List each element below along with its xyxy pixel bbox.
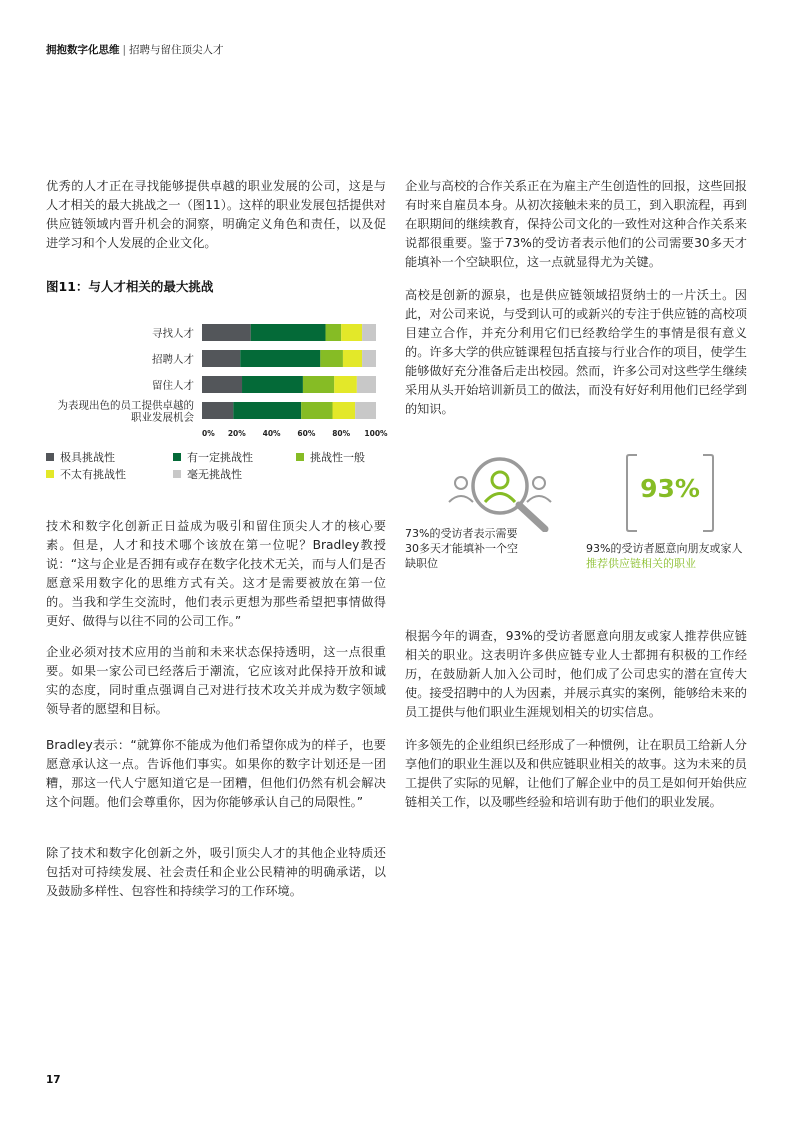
x-tick-label: 60% xyxy=(297,429,316,438)
bar-segment xyxy=(355,402,376,419)
bar-segment xyxy=(334,376,357,393)
bar-segment xyxy=(240,350,320,367)
stat-93-value: 93% xyxy=(640,474,700,503)
right-paragraph-2: 高校是创新的源泉，也是供应链领域招贤纳士的一片沃土。因此，对公司来说，与受到认可的或新兴的专注于供应链的高校项目建立合作，并充分利用它们已经教给学生的事情是很有意义的。许多大学的供应链课程包括直接与行业合作的项目，使学生能够做好充分准备后走出校园。然而，许多公司对这些学生继续采用从头开始培训新员工的做法，而没有好好利用他们已经学到的知识。 xyxy=(405,288,747,416)
bar-segment xyxy=(202,376,242,393)
left-paragraph-1: 优秀的人才正在寻找能够提供卓越的职业发展的公司，这是与人才相关的最大挑战之一（图11）。这样的职业发展包括提供对供应链领域内晋升机会的洞察，明确定义角色和责任，以及促进学习和个人发展的企业文化。 xyxy=(46,179,386,250)
category-label: 留住人才 xyxy=(152,379,194,392)
bar-segment xyxy=(242,376,303,393)
bar-segment xyxy=(202,402,233,419)
bar-segment xyxy=(362,324,376,341)
stat-93-caption xyxy=(586,541,756,571)
bar-segment xyxy=(357,376,376,393)
legend-label: 不太有挑战性 xyxy=(60,468,126,481)
bar-segment xyxy=(320,350,343,367)
bar-segment xyxy=(233,402,301,419)
bar-segment xyxy=(301,402,332,419)
legend-item xyxy=(173,466,242,482)
left-paragraph-4: Bradley表示：“就算你不能成为他们希望你成为的样子，也要愿意承认这一点。告诉他们事实。如果你的数字计划还是一团糟，那这一代人宁愿知道它是一团糟，但他们仍然有机会解决这个问题。他们会尊重你，因为你能够承认自己的局限性。” xyxy=(46,738,386,809)
stat-93-caption-line1: 93%的受访者愿意向朋友或家人 xyxy=(586,542,743,555)
legend-label: 挑战性一般 xyxy=(310,451,365,464)
legend-item xyxy=(46,466,126,482)
figure-title: 图11：与人才相关的最大挑战 xyxy=(46,279,214,294)
legend-label: 毫无挑战性 xyxy=(187,468,242,481)
left-paragraph-2: 技术和数字化创新正日益成为吸引和留住顶尖人才的核心要素。但是，人才和技术哪个该放在第一位呢？Bradley教授说：“这与企业是否拥有或存在数字化技术无关，而与人们是否愿意采用数字化的思维方式有关。这才是需要被放在第一位的。当我和学生交流时，他们表示更想为那些希望把事情做得更好、做得与以往不同的公司工作。” xyxy=(46,519,386,628)
category-label: 寻找人才 xyxy=(152,327,194,340)
legend-item xyxy=(296,449,365,465)
category-label: 为表现出色的员工提供卓越的 xyxy=(57,399,194,412)
x-tick-label: 40% xyxy=(262,429,281,438)
right-paragraph-4: 许多领先的企业组织已经形成了一种惯例，让在职员工给新人分享他们的职业生涯以及和供应链职业相关的故事。这为未来的员工提供了实际的见解，让他们了解企业中的员工是如何开始供应链相关工作，以及哪些经验和培训有助于他们的职业发展。 xyxy=(405,738,747,809)
right-paragraph-3: 根据今年的调查，93%的受访者愿意向朋友或家人推荐供应链相关的职业。这表明许多供应链专业人士都拥有积极的工作经历，在鼓励新人加入公司时，他们成了公司忠实的潜在宣传大使。接受招聘中的人为因素，并展示真实的案例，能够给未来的员工提供与他们职业生涯规划相关的切实信息。 xyxy=(405,629,747,719)
x-tick-label: 0% xyxy=(202,429,215,438)
category-label: 职业发展机会 xyxy=(131,411,194,424)
bar-segment xyxy=(326,324,342,341)
page-number: 17 xyxy=(46,1074,61,1086)
left-paragraph-3: 企业必须对技术应用的当前和未来状态保持透明，这一点很重要。如果一家公司已经落后于潮流，它应该对此保持开放和诚实的态度，同时重点强调自己对进行技术攻关并成为数字领域领导者的愿望和目标。 xyxy=(46,645,386,716)
legend-swatch xyxy=(296,453,304,461)
header-subtitle: 招聘与留住顶尖人才 xyxy=(129,44,224,56)
stacked-bar-chart xyxy=(40,310,390,440)
bar-segment xyxy=(303,376,334,393)
legend-swatch xyxy=(46,453,54,461)
x-tick-label: 80% xyxy=(332,429,351,438)
bar-segment xyxy=(333,402,356,419)
legend-item xyxy=(173,449,253,465)
legend-swatch xyxy=(173,470,181,478)
bar-segment xyxy=(251,324,326,341)
legend-swatch xyxy=(46,470,54,478)
category-label: 招聘人才 xyxy=(152,353,194,366)
bar-segment xyxy=(202,350,240,367)
legend-label: 极具挑战性 xyxy=(60,451,115,464)
stat-73-caption: 73%的受访者表示需要30多天才能填补一个空缺职位 xyxy=(405,527,518,570)
header-separator: | xyxy=(122,44,127,56)
bar-segment xyxy=(362,350,376,367)
bar-segment xyxy=(341,324,362,341)
x-tick-label: 100% xyxy=(364,429,388,438)
header-title: 拥抱数字化思维 xyxy=(46,44,120,56)
right-paragraph-1: 企业与高校的合作关系正在为雇主产生创造性的回报，这些回报有时来自雇员本身。从初次接触未来的员工，到入职流程，再到在职期间的继续教育，保持公司文化的一致性对这种合作关系来说都很重要。鉴于73%的受访者表示他们的公司需要30多天才能填补一个空缺职位，这一点就显得尤为关键。 xyxy=(405,179,747,269)
bar-segment xyxy=(343,350,362,367)
legend-swatch xyxy=(173,453,181,461)
running-header xyxy=(46,42,224,57)
legend-item xyxy=(46,449,115,465)
bar-segment xyxy=(202,324,251,341)
legend-label: 有一定挑战性 xyxy=(187,451,253,464)
chart-legend xyxy=(46,449,386,485)
stat-93-caption-line2: 推荐供应链相关的职业 xyxy=(586,557,696,570)
left-paragraph-5: 除了技术和数字化创新之外，吸引顶尖人才的其他企业特质还包括对可持续发展、社会责任和企业公民精神的明确承诺，以及鼓励多样性、包容性和持续学习的工作环境。 xyxy=(46,846,386,898)
magnifier-people-icon xyxy=(445,452,555,532)
x-tick-label: 20% xyxy=(227,429,246,438)
